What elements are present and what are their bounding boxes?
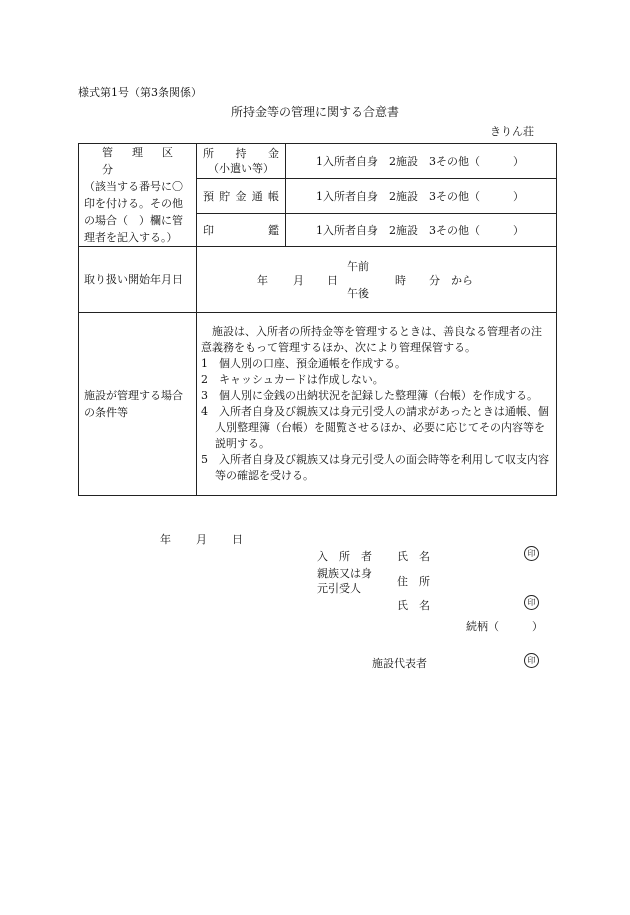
relative-address-label: 住 所: [397, 575, 430, 588]
resident-name-label: 氏 名: [397, 550, 430, 563]
conditions-intro: 施設は、入所者の所持金等を管理するときは、善良なる管理者の注意義務をもって管理するほか、次により管理保管する。: [201, 325, 542, 354]
start-month: 月: [293, 273, 304, 287]
form-number: 様式第1号（第3条関係）: [78, 86, 202, 99]
relative-label: 親族又は身元引受人: [317, 567, 372, 595]
start-date-label: 取り扱い開始年月日: [79, 247, 197, 313]
condition-item: 4 入所者自身及び親族又は身元引受人の請求があったときは通帳、個人別整理簿（台帳）を閲覧させるほか、必要に応じてその内容等を説明する。: [201, 405, 549, 450]
item-label-passbook: [197, 179, 286, 214]
representative-label: 施設代表者: [372, 657, 427, 670]
conditions-body: [197, 313, 557, 496]
item-label-seal: [197, 214, 286, 247]
sign-date-year: 年: [160, 533, 171, 546]
cash-sublabel: （小遣い等）: [208, 162, 274, 176]
options-seal: 1入所者自身 2施設 3その他（ ）: [286, 214, 557, 247]
document-title: 所持金等の管理に関する合意書: [230, 105, 399, 119]
start-day: 日: [327, 273, 338, 287]
passbook-label: 預貯金通帳: [203, 190, 279, 204]
sign-date-month: 月: [196, 533, 207, 546]
conditions-label: 施設が管理する場合の条件等: [79, 313, 197, 496]
start-date-value: [197, 247, 557, 313]
item-label-cash: [197, 144, 286, 179]
condition-item: 1 個人別の口座、預金通帳を作成する。: [201, 357, 406, 370]
start-from: から: [451, 273, 473, 287]
relation-label: 続柄（ ）: [466, 620, 543, 633]
condition-item: 5 入所者自身及び親族又は身元引受人の面会時等を利用して収支内容等の確認を受ける。: [201, 453, 549, 482]
relative-name-label: 氏 名: [397, 599, 430, 612]
seal-label: 印 鑑: [203, 224, 279, 238]
category-note: （該当する番号に〇印を付ける。その他の場合（ ）欄に管理者を記入する。）: [84, 180, 183, 244]
start-hour: 時: [395, 273, 406, 287]
start-minute: 分: [429, 273, 440, 287]
sign-date-day: 日: [232, 533, 243, 546]
condition-item: 3 個人別に金銭の出納状況を記録した整理簿（台帳）を作成する。: [201, 389, 538, 402]
agreement-table: [78, 143, 557, 496]
options-cash: 1入所者自身 2施設 3その他（ ）: [286, 144, 557, 179]
resident-seal-icon: 印: [524, 546, 539, 561]
start-year: 年: [257, 273, 268, 287]
start-pm: 午後: [347, 286, 369, 300]
category-cell: [79, 144, 197, 247]
start-am: 午前: [347, 259, 369, 273]
cash-label: 所 持 金: [203, 147, 279, 161]
relative-seal-icon: 印: [524, 595, 539, 610]
representative-seal-icon: 印: [524, 653, 539, 668]
category-header: 管 理 区 分: [102, 146, 184, 176]
condition-item: 2 キャッシュカードは作成しない。: [201, 373, 384, 386]
resident-label: 入 所 者: [317, 550, 372, 563]
facility-name: きりん荘: [490, 125, 534, 138]
options-passbook: 1入所者自身 2施設 3その他（ ）: [286, 179, 557, 214]
